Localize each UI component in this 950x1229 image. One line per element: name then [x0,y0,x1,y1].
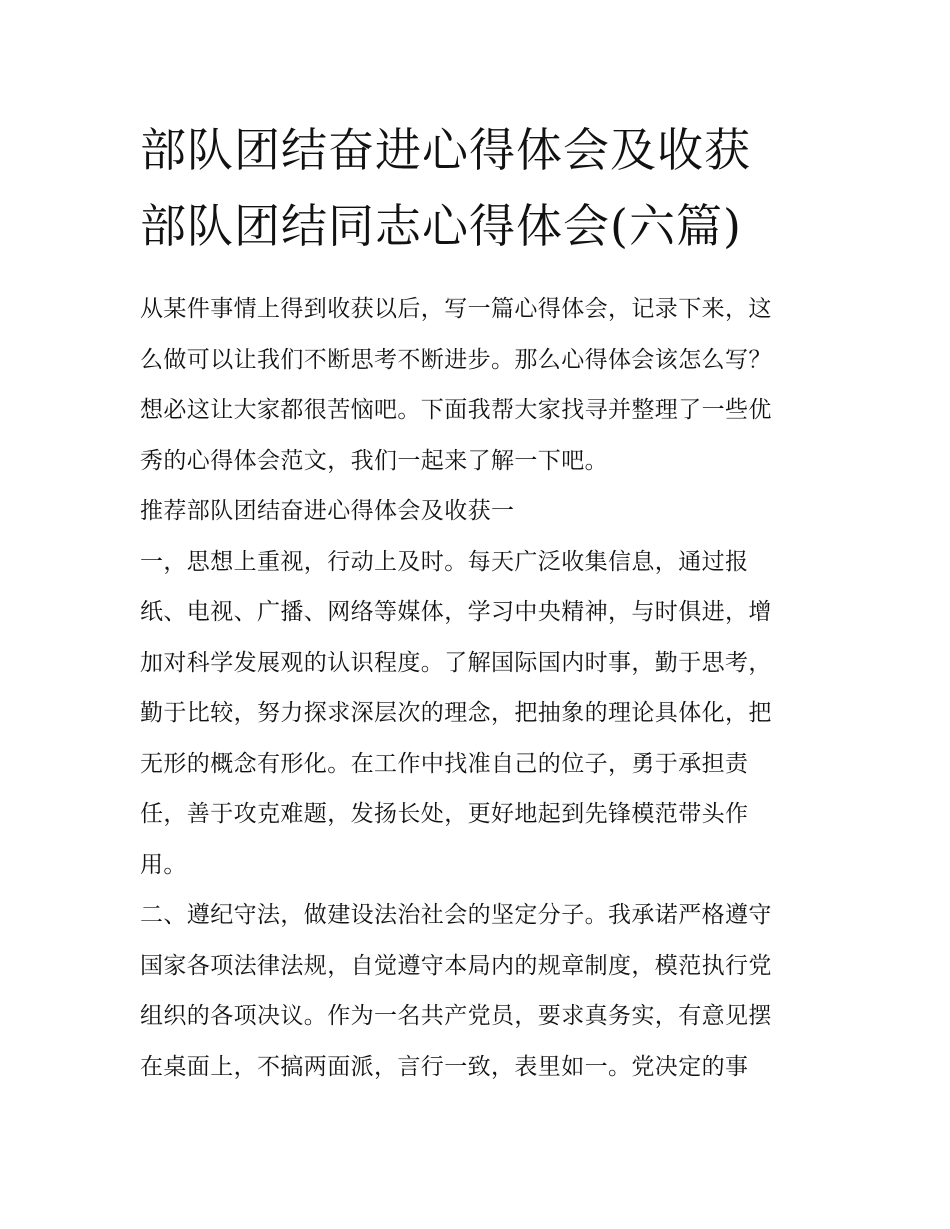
text-line: 勤于比较，努力探求深层次的理念，把抽象的理论具体化，把 [140,700,772,726]
title-line: 部队团结奋进心得体会及收获 [140,123,751,177]
section-heading [140,486,815,537]
body-paragraph-1 [140,537,815,891]
text-line: 无形的概念有形化。在工作中找准自己的位子，勇于承担责 [140,750,749,777]
body-paragraph-2 [140,890,815,1092]
text-line: 么做可以让我们不断思考不断进步。那么心得体会该怎么写？ [140,346,772,373]
text-line: 加对科学发展观的认识程度。了解国际国内时事，勤于思考， [140,649,772,676]
text-line: 从某件事情上得到收获以后，写一篇心得体会，记录下来，这 [140,296,772,322]
document-title [140,112,815,264]
text-line: 一，思想上重视，行动上及时。每天广泛收集信息，通过报 [140,548,749,575]
text-line: 在桌面上，不搞两面派，言行一致，表里如一。党决定的事 [140,1053,749,1080]
text-line: 推荐部队团结奋进心得体会及收获一 [140,498,515,524]
text-line: 任，善于攻克难题，发扬长处，更好地起到先锋模范带头作 [140,801,749,827]
text-line: 二、遵纪守法，做建设法治社会的坚定分子。我承诺严格遵守 [140,902,772,928]
text-line: 用。 [140,851,187,878]
title-line: 部队团结同志心得体会(六篇) [140,199,742,253]
text-line: 想必这让大家都很苦恼吧。下面我帮大家找寻并整理了一些优 [140,397,772,423]
text-line: 组织的各项决议。作为一名共产党员，要求真务实，有意见摆 [140,1003,772,1029]
text-line: 秀的心得体会范文，我们一起来了解一下吧。 [140,447,608,474]
intro-paragraph [140,284,815,486]
text-line: 纸、电视、广播、网络等媒体，学习中央精神，与时俱进，增 [140,599,772,625]
text-line: 国家各项法律法规，自觉遵守本局内的规章制度，模范执行党 [140,952,772,979]
document-content [140,112,815,1092]
